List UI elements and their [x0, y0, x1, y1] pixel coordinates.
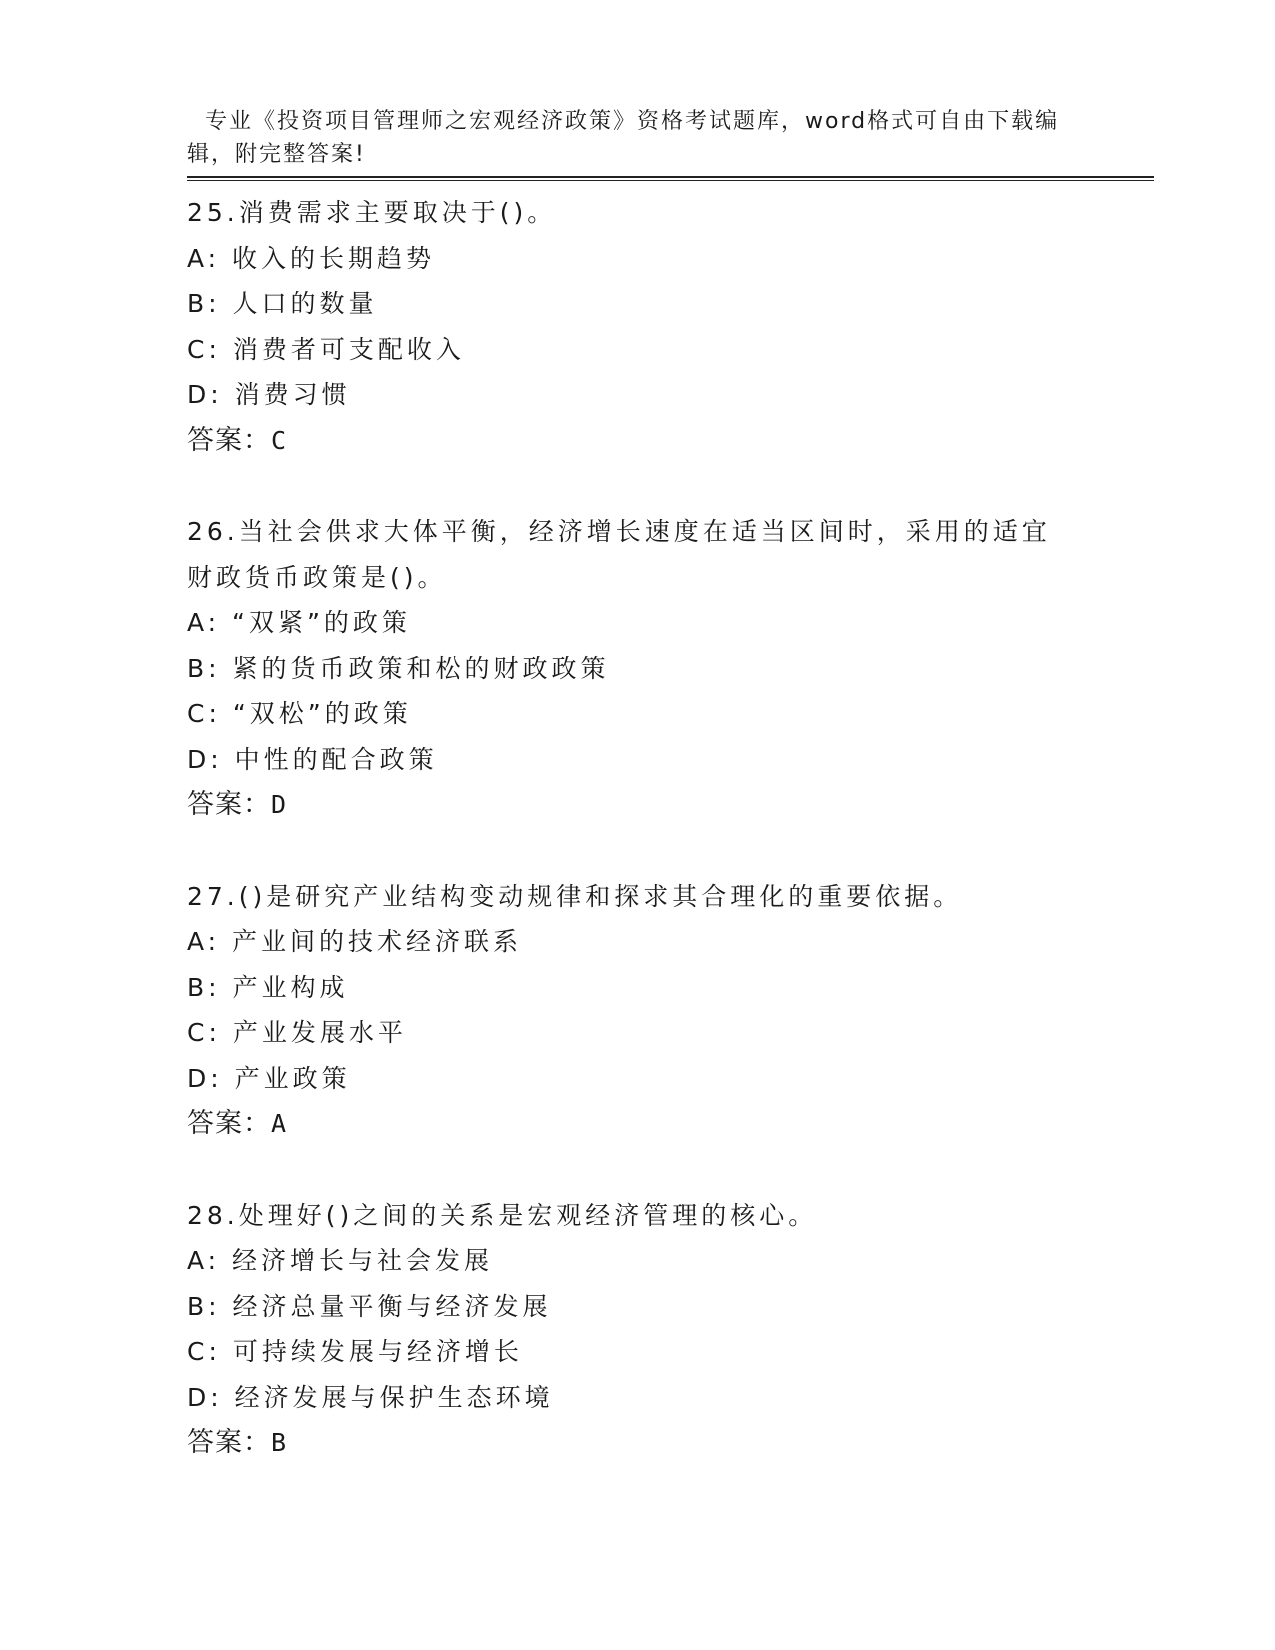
- question-stem: 25.消费需求主要取决于()。: [187, 198, 557, 227]
- answer-label: 答案：: [187, 789, 271, 820]
- question-27: [187, 874, 1087, 1147]
- answer-label: 答案：: [187, 424, 271, 456]
- header-intro-text: 专业《投资项目管理师之宏观经济政策》资格考试题库，word格式可自由下载编辑，附完整答案!: [187, 109, 1060, 167]
- header-divider: [187, 176, 1154, 181]
- option-d: D: 产业政策: [187, 1063, 351, 1093]
- document-header: [187, 72, 1067, 171]
- answer-line: [187, 418, 1087, 464]
- answer-line: [187, 782, 1087, 828]
- answer-label: 答案：: [187, 1427, 271, 1458]
- question-stem: 26.当社会供求大体平衡，经济增长速度在适当区间时，采用的适宜财政货币政策是()。: [187, 517, 1051, 592]
- question-25: [187, 190, 1087, 463]
- answer-label: 答案：: [187, 1108, 271, 1139]
- question-stem: 28.处理好()之间的关系是宏观经济管理的核心。: [187, 1200, 818, 1230]
- option-a: A: 经济增长与社会发展: [187, 1246, 494, 1275]
- question-26: [187, 509, 1087, 828]
- option-c: C: 消费者可支配收入: [187, 334, 465, 364]
- option-a: A: 产业间的技术经济联系: [187, 927, 523, 956]
- answer-line: [187, 1101, 1087, 1147]
- option-d: D: 中性的配合政策: [187, 744, 438, 774]
- option-b: B: 紧的货币政策和松的财政政策: [187, 653, 610, 683]
- answer-line: [187, 1420, 1087, 1466]
- answer-value: C: [271, 425, 288, 455]
- option-d: D: 经济发展与保护生态环境: [187, 1382, 554, 1412]
- option-a: A: “双紧”的政策: [187, 608, 411, 637]
- option-d: D: 消费习惯: [187, 380, 351, 409]
- question-28: [187, 1193, 1087, 1466]
- option-b: B: 人口的数量: [187, 289, 378, 318]
- option-a: A: 收入的长期趋势: [187, 243, 436, 273]
- option-b: B: 经济总量平衡与经济发展: [187, 1291, 552, 1321]
- answer-value: D: [271, 790, 288, 819]
- answer-value: B: [271, 1428, 288, 1457]
- option-c: C: 产业发展水平: [187, 1018, 407, 1047]
- answer-value: A: [271, 1109, 288, 1138]
- option-b: B: 产业构成: [187, 972, 349, 1002]
- question-stem: 27.()是研究产业结构变动规律和探求其合理化的重要依据。: [187, 881, 963, 911]
- question-list: [187, 190, 1087, 1512]
- option-c: C: 可持续发展与经济增长: [187, 1337, 523, 1366]
- option-c: C: “双松”的政策: [187, 699, 412, 728]
